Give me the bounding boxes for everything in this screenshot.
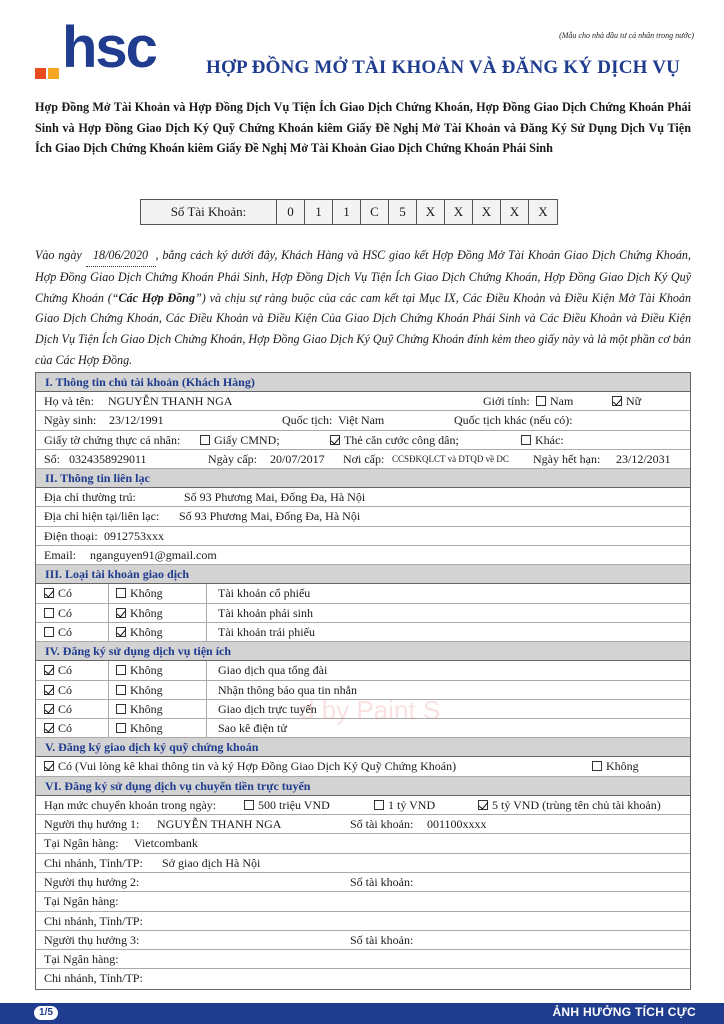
registration-form bbox=[35, 372, 691, 990]
limit-1b-checkbox[interactable] bbox=[374, 800, 384, 810]
account-digit: 1 bbox=[305, 200, 333, 224]
service-yes-checkbox[interactable] bbox=[44, 685, 54, 695]
limit-500m-checkbox[interactable] bbox=[244, 800, 254, 810]
gender-female-checkbox[interactable] bbox=[612, 396, 622, 406]
account-digit: X bbox=[529, 200, 557, 224]
service-no-checkbox[interactable] bbox=[116, 665, 126, 675]
bond-no-checkbox[interactable] bbox=[116, 627, 126, 637]
account-digit: 1 bbox=[333, 200, 361, 224]
beneficiary-3-branch-row: Chi nhánh, Tỉnh/TP: bbox=[44, 971, 143, 986]
account-digit: 0 bbox=[277, 200, 305, 224]
service-row: Có Không Giao dịch qua tổng đài bbox=[36, 661, 690, 680]
id-number-row: Số: 0324358929011 Ngày cấp: 20/07/2017 Nơi cấp: CCSĐKQLCT và DTQD về DC Ngày hết hạn: 23/12/2031 bbox=[36, 450, 690, 469]
dob-row: Ngày sinh: 23/12/1991 Quốc tịch: Việt Nam Quốc tịch khác (nếu có): bbox=[36, 411, 690, 430]
account-digit: X bbox=[501, 200, 529, 224]
id-type-row: Giấy tờ chứng thực cá nhân: Giấy CMND; Thẻ căn cước công dân; Khác: bbox=[36, 431, 690, 450]
account-type-derivative-row: Có Không Tài khoản phái sinh bbox=[36, 604, 690, 623]
service-yes-checkbox[interactable] bbox=[44, 704, 54, 714]
footer-slogan: ẢNH HƯỞNG TÍCH CỰC bbox=[552, 1005, 696, 1019]
id-other-checkbox[interactable] bbox=[521, 435, 531, 445]
account-number-label: Số Tài Khoản: bbox=[141, 200, 277, 224]
current-address-row: Địa chỉ hiện tại/liên lạc: Số 93 Phương Mai, Đống Đa, Hà Nội bbox=[36, 507, 690, 526]
margin-yes-checkbox[interactable] bbox=[44, 761, 54, 771]
stock-yes-checkbox[interactable] bbox=[44, 588, 54, 598]
section-header-services: IV. Đăng ký sử dụng dịch vụ tiện ích bbox=[36, 642, 690, 661]
service-yes-checkbox[interactable] bbox=[44, 665, 54, 675]
name-row: Họ và tên: NGUYỄN THANH NGA Giới tính: Nam Nữ bbox=[36, 392, 690, 411]
watermark: d by Paint S bbox=[300, 695, 441, 725]
id-cmnd-checkbox[interactable] bbox=[200, 435, 210, 445]
account-digit: X bbox=[473, 200, 501, 224]
derivative-yes-checkbox[interactable] bbox=[44, 608, 54, 618]
service-no-checkbox[interactable] bbox=[116, 685, 126, 695]
beneficiary-1-row: Người thụ hưởng 1: NGUYỄN THANH NGA Số tài khoản: 001100xxxx bbox=[36, 815, 690, 834]
page-number: 1/5 bbox=[34, 1006, 58, 1020]
beneficiary-2-branch-row: Chi nhánh, Tỉnh/TP: bbox=[36, 912, 690, 931]
account-type-bond-row: Có Không Tài khoản trái phiếu bbox=[36, 623, 690, 642]
intro-paragraph: Vào ngày 18/06/2020 , bằng cách ký dưới đây, Khách Hàng và HSC giao kết Hợp Đồng Mở Tài Khoản Giao Dịch Chứng Khoán, Hợp Đồng Giao Dịch Chứng Khoán Phái Sinh, Hợp Đồng Dịch Vụ Tiện Ích Giao Dịch Chứng Khoán, Hợp Đồng Giao Dịch Ký Quỹ Chứng Khoán (“Các Hợp Đồng”) và chịu sự ràng buộc của các cam kết tại Mục IX, Các Điều Khoản và Điều Kiện Mở Tài Khoản Giao Dịch Chứng Khoán, Các Điều Khoản và Điều Kiện Của Giao Dịch Chứng Khoán Phái Sinh và Các Điều Khoản và Điều Kiện Dịch Vụ Tiện Ích Giao Dịch Chứng Khoán, Hợp Đồng Giao Dịch Ký Quỹ Chứng Khoán đính kèm theo giấy này và là một phần cơ bản của Các Hợp Đồng. bbox=[35, 245, 691, 371]
service-row: Có Không Giao dịch trực tuyến bbox=[36, 700, 690, 719]
service-row: Có Không Nhận thông báo qua tin nhắn bbox=[36, 681, 690, 700]
account-digit: X bbox=[445, 200, 473, 224]
account-digit: C bbox=[361, 200, 389, 224]
service-no-checkbox[interactable] bbox=[116, 723, 126, 733]
section-header-contact: II. Thông tin liên lạc bbox=[36, 469, 690, 488]
form-note: (Mẫu cho nhà đầu tư cá nhân trong nước) bbox=[559, 31, 694, 40]
account-number-box bbox=[140, 199, 558, 225]
account-digit: X bbox=[417, 200, 445, 224]
email-row: Email: nganguyen91@gmail.com bbox=[36, 546, 690, 565]
permanent-address-row: Địa chỉ thường trú: Số 93 Phương Mai, Đống Đa, Hà Nội bbox=[36, 488, 690, 507]
section-header-account-type: III. Loại tài khoản giao dịch bbox=[36, 565, 690, 584]
page-subtitle: Hợp Đồng Mở Tài Khoản và Hợp Đồng Dịch Vụ Tiện Ích Giao Dịch Chứng Khoán, Hợp Đồng Giao Dịch Chứng Khoán Phái Sinh và Hợp Đồng Giao Dịch Ký Quỹ Chứng Khoán kiêm Giấy Đề Nghị Mở Tài Khoản và Đăng Ký Sử Dụng Dịch Vụ Tiện Ích Giao Dịch Chứng Khoán kiêm Giấy Đề Nghị Mở Tài Khoản Giao Dịch Chứng Khoán Phái Sinh bbox=[35, 100, 691, 155]
full-name: NGUYỄN THANH NGA bbox=[108, 394, 233, 408]
beneficiary-2-row: Người thụ hưởng 2: Số tài khoản: bbox=[36, 873, 690, 892]
beneficiary-1-bank-row: Tại Ngân hàng: Vietcombank bbox=[36, 834, 690, 853]
gender-male-checkbox[interactable] bbox=[536, 396, 546, 406]
bond-yes-checkbox[interactable] bbox=[44, 627, 54, 637]
section-header-owner: I. Thông tin chủ tài khoản (Khách Hàng) bbox=[36, 373, 690, 392]
margin-row: Có (Vui lòng kê khai thông tin và ký Hợp Đồng Giao Dịch Ký Quỹ Chứng Khoán) Không bbox=[36, 757, 690, 776]
account-type-stock-row: Có Không Tài khoản cổ phiếu bbox=[36, 584, 690, 603]
section-header-transfer: VI. Đăng ký sử dụng dịch vụ chuyển tiền trực tuyến bbox=[36, 777, 690, 796]
section-header-margin: V. Đăng ký giao dịch ký quỹ chứng khoán bbox=[36, 738, 690, 757]
hsc-logo: hsc bbox=[35, 28, 175, 90]
id-number: 0324358929011 bbox=[69, 451, 147, 466]
beneficiary-3-row: Người thụ hưởng 3: Số tài khoản: bbox=[36, 931, 690, 950]
service-row: Có Không Sao kê điện tử bbox=[36, 719, 690, 738]
beneficiary-1-branch-row: Chi nhánh, Tỉnh/TP: Sở giao dịch Hà Nội bbox=[36, 854, 690, 873]
margin-no-checkbox[interactable] bbox=[592, 761, 602, 771]
contract-date: 18/06/2020 bbox=[86, 245, 156, 267]
page-title: HỢP ĐỒNG MỞ TÀI KHOẢN VÀ ĐĂNG KÝ DỊCH VỤ bbox=[206, 57, 681, 78]
beneficiary-2-bank-row: Tại Ngân hàng: bbox=[36, 892, 690, 911]
beneficiary-3-bank-row: Tại Ngân hàng: bbox=[36, 950, 690, 969]
stock-no-checkbox[interactable] bbox=[116, 588, 126, 598]
dob-value: 23/12/1991 bbox=[109, 413, 164, 428]
limit-5b-checkbox[interactable] bbox=[478, 800, 488, 810]
transfer-limit-row: Hạn mức chuyển khoản trong ngày: 500 triệu VND 1 tỷ VND 5 tỷ VND (trùng tên chủ tài khoản) bbox=[36, 796, 690, 815]
service-yes-checkbox[interactable] bbox=[44, 723, 54, 733]
account-digit: 5 bbox=[389, 200, 417, 224]
id-cccd-checkbox[interactable] bbox=[330, 435, 340, 445]
derivative-no-checkbox[interactable] bbox=[116, 608, 126, 618]
service-no-checkbox[interactable] bbox=[116, 704, 126, 714]
phone-row: Điện thoại: 0912753xxx bbox=[36, 527, 690, 546]
